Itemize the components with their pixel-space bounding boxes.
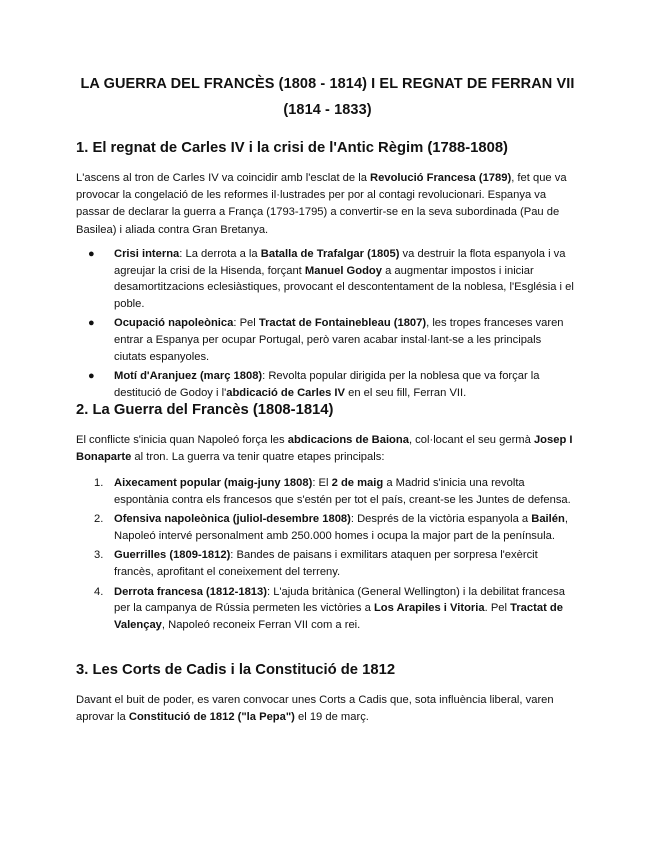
- list-item: ● Crisi interna: La derrota a la Batalla de Trafalgar (1805) va destruir la flota espanyola i va agreujar la crisi de la Hisenda, forçant Manuel Godoy a augmentar impostos i iniciar desamortitzacions eclesiàstiques, provocant el descontentament de la noblesa, l'Església i el poble.: [88, 248, 574, 310]
- section-1-heading: 1. El regnat de Carles IV i la crisi de l'Antic Règim (1788-1808): [76, 140, 508, 156]
- section-1-intro: L'ascens al tron de Carles IV va coincidir amb l'esclat de la Revolució Francesa (1789), fet que va provocar la congelació de les reformes il·lustrades per por al contagi revolucionari. Espanya va passar de declarar la guerra a França (1793-1795) a convertir-se en la seva subordinada (Pau de Basilea) i aliada contra Gran Bretanya.: [76, 172, 567, 236]
- title-line-1: LA GUERRA DEL FRANCÈS (1808 - 1814) I EL REGNAT DE FERRAN VII: [80, 76, 575, 92]
- section-2-intro: El conflicte s'inicia quan Napoleó força les abdicacions de Baiona, col·locant el seu germà Josep I Bonaparte al tron. La guerra va tenir quatre etapes principals:: [76, 434, 573, 464]
- section-2-numbered-list: [76, 475, 576, 636]
- section-2-heading: 2. La Guerra del Francès (1808-1814): [76, 402, 334, 418]
- list-number: 1.: [94, 477, 104, 489]
- list-item: 3. Guerrilles (1809-1812): Bandes de paisans i exmilitars ataquen per sorpresa l'exèrcit francès, aprofitant el coneixement del terreny.: [94, 549, 538, 578]
- list-item: 1. Aixecament popular (maig-juny 1808): El 2 de maig a Madrid s'inicia una revolta espontània contra els francesos que s'estén per tot el país, creant-se les Juntes de defensa.: [94, 477, 571, 506]
- bullet-icon: ●: [88, 370, 95, 383]
- document-title: [60, 71, 595, 123]
- section-3-intro: Davant el buit de poder, es varen convocar unes Corts a Cadis que, sota influència liberal, varen aprovar la Constitució de 1812 ("la Pepa") el 19 de març.: [76, 694, 554, 724]
- list-number: 4.: [94, 585, 104, 598]
- section-3-heading: 3. Les Corts de Cadis i la Constitució de 1812: [76, 662, 396, 678]
- list-item: 4. Derrota francesa (1812-1813): L'ajuda britànica (General Wellington) i la debilitat francesa per la campanya de Rússia permeten les victòries a Los Arapiles i Vitoria. Pel Tractat de Valençay, Napoleó reconeix Ferran VII com a rei.: [94, 585, 565, 631]
- list-number: 3.: [94, 549, 104, 562]
- bullet-icon: ●: [88, 317, 95, 330]
- title-line-2: (1814 - 1833): [283, 102, 372, 118]
- section-1-bullet-list: [76, 246, 576, 404]
- list-number: 2.: [94, 513, 104, 526]
- list-item: 2. Ofensiva napoleònica (juliol-desembre 1808): Després de la victòria espanyola a Bailén, Napoleó intervé personalment amb 250.000 homes i ocupa la major part de la península.: [94, 513, 568, 542]
- list-item: ● Motí d'Aranjuez (març 1808): Revolta popular dirigida per la noblesa que va forçar la destitució de Godoy i l'abdicació de Carles IV en el seu fill, Ferran VII.: [88, 370, 540, 399]
- bullet-icon: ●: [88, 248, 95, 260]
- list-item: ● Ocupació napoleònica: Pel Tractat de Fontainebleau (1807), les tropes franceses varen entrar a Espanya per ocupar Portugal, però varen acabar instal·lant-se a les principals ciutats espanyoles.: [88, 317, 564, 363]
